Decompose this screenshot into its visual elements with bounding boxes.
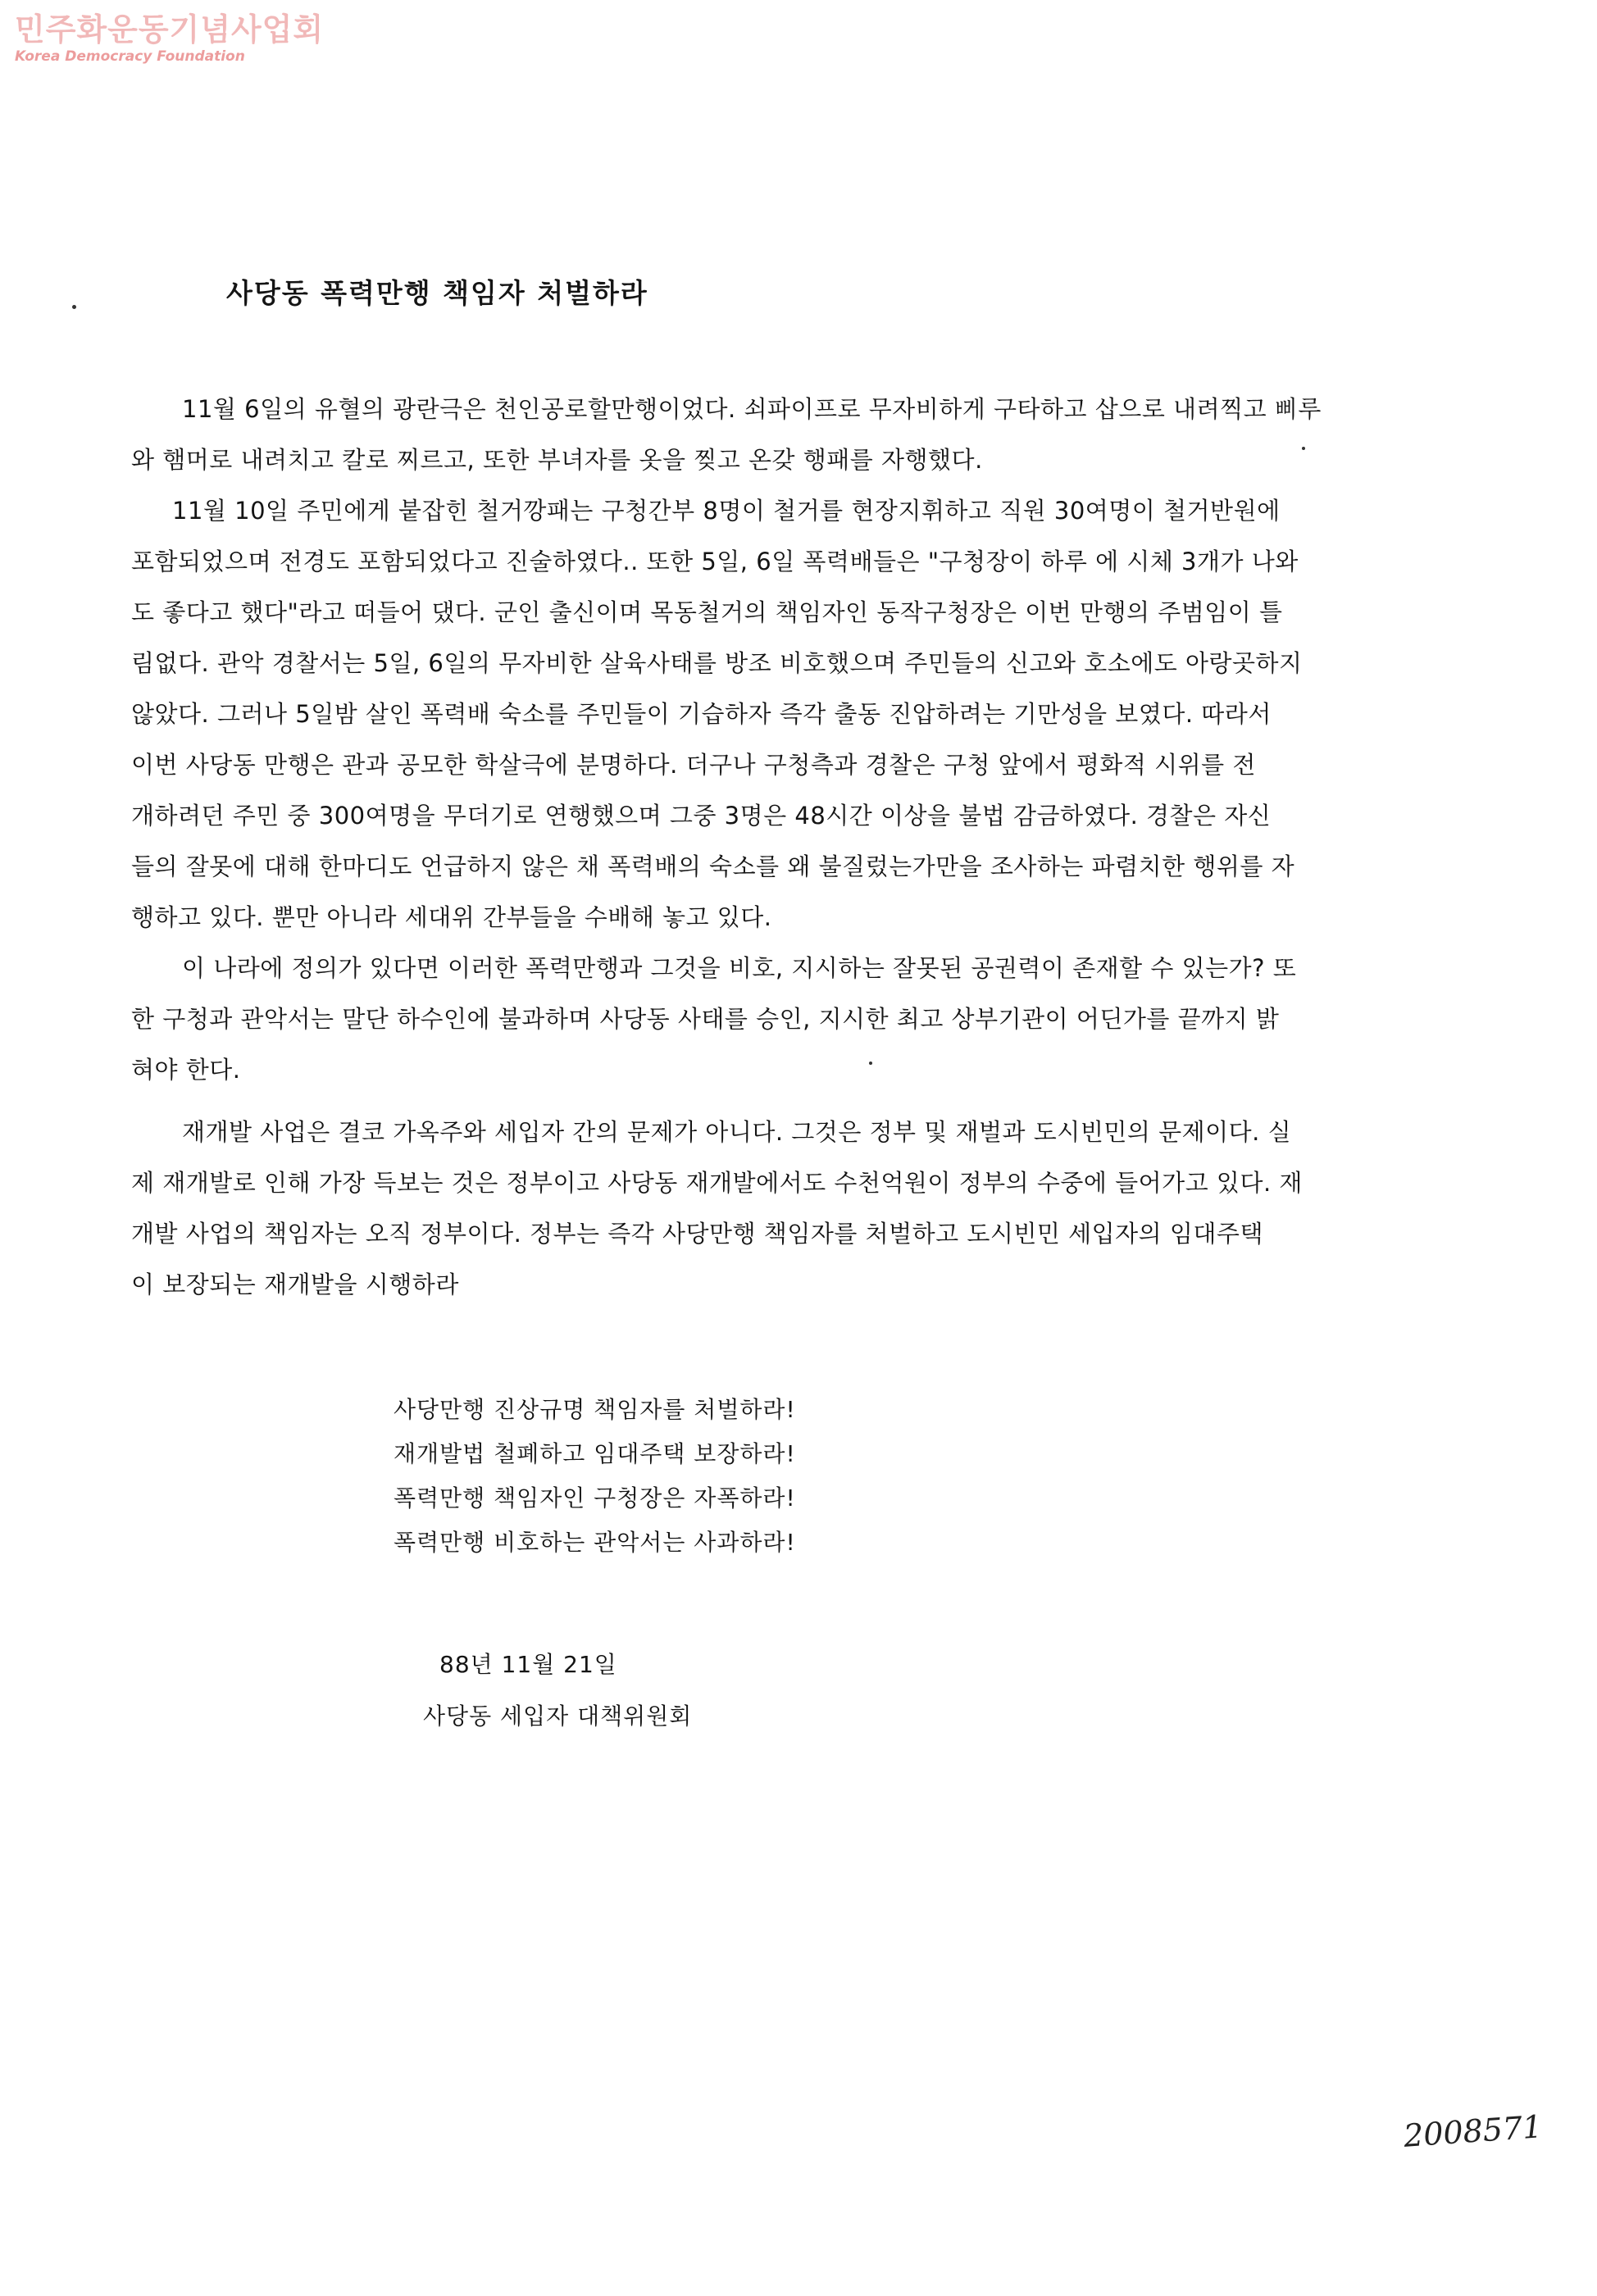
body-line: 개발 사업의 책임자는 오직 정부이다. 정부는 즉각 사당만행 책임자를 처벌하고 도시빈민 세입자의 임대주택 <box>131 1220 1263 1248</box>
body-line: 11월 6일의 유혈의 광란극은 천인공로할만행이었다. 쇠파이프로 무자비하게 구타하고 삽으로 내려찍고 삐루 <box>182 395 1322 423</box>
issuing-organization: 사당동 세입자 대책위원회 <box>423 1703 693 1730</box>
body-line: 개하려던 주민 중 300여명을 무더기로 연행했으며 그중 3명은 48시간 이상을 불법 감금하였다. 경찰은 자신 <box>131 802 1272 830</box>
document-date: 88년 11월 21일 <box>439 1651 617 1678</box>
scan-speck <box>1302 447 1305 450</box>
scan-speck <box>72 305 76 309</box>
body-line: 11월 10일 주민에게 붙잡힌 철거깡패는 구청간부 8명이 철거를 현장지휘하고 직원 30여명이 철거반원에 <box>172 497 1281 525</box>
watermark-english: Korea Democracy Foundation <box>15 48 245 65</box>
slogan: 폭력만행 비호하는 관악서는 사과하라! <box>394 1529 796 1556</box>
slogan: 사당만행 진상규명 책임자를 처벌하라! <box>394 1396 796 1423</box>
body-line: 포함되었으며 전경도 포함되었다고 진술하였다.. 또한 5일, 6일 폭력배들은 "구청장이 하루 에 시체 3개가 나와 <box>131 548 1299 575</box>
body-line: 행하고 있다. 뿐만 아니라 세대위 간부들을 수배해 놓고 있다. <box>131 903 772 931</box>
body-line: 이번 사당동 만행은 관과 공모한 학살극에 분명하다. 더구나 구청측과 경찰은 구청 앞에서 평화적 시위를 전 <box>131 751 1256 779</box>
slogan: 폭력만행 책임자인 구청장은 자폭하라! <box>394 1484 796 1512</box>
handwritten-archive-number: 2008571 <box>1402 2108 1544 2154</box>
body-line: 들의 잘못에 대해 한마디도 언급하지 않은 채 폭력배의 숙소를 왜 불질렀는가만을 조사하는 파렴치한 행위를 자 <box>131 852 1295 880</box>
slogan-list <box>394 1388 796 1565</box>
scan-speck <box>869 1062 872 1065</box>
body-line: 와 햄머로 내려치고 칼로 찌르고, 또한 부녀자를 옷을 찢고 온갖 행패를 자행했다. <box>131 446 983 474</box>
slogan: 재개발법 철폐하고 임대주택 보장하라! <box>394 1440 796 1467</box>
body-line: 이 나라에 정의가 있다면 이러한 폭력만행과 그것을 비호, 지시하는 잘못된 공권력이 존재할 수 있는가? 또 <box>182 954 1297 982</box>
document-body <box>131 384 1443 1310</box>
body-line: 제 재개발로 인해 가장 득보는 것은 정부이고 사당동 재개발에서도 수천억원이 정부의 수중에 들어가고 있다. 재 <box>131 1169 1303 1197</box>
body-line: 이 보장되는 재개발을 시행하라 <box>131 1271 459 1298</box>
body-line: 도 좋다고 했다"라고 떠들어 댔다. 군인 출신이며 목동철거의 책임자인 동작구청장은 이번 만행의 주범임이 틀 <box>131 598 1283 626</box>
body-line: 림없다. 관악 경찰서는 5일, 6일의 무자비한 살육사태를 방조 비호했으며 주민들의 신고와 호소에도 아랑곳하지 <box>131 649 1303 677</box>
watermark-logo <box>15 11 325 66</box>
document-title: 사당동 폭력만행 책임자 처벌하라 <box>226 277 648 309</box>
body-line: 한 구청과 관악서는 말단 하수인에 불과하며 사당동 사태를 승인, 지시한 최고 상부기관이 어딘가를 끝까지 밝 <box>131 1005 1280 1033</box>
body-line: 재개발 사업은 결코 가옥주와 세입자 간의 문제가 아니다. 그것은 정부 및 재벌과 도시빈민의 문제이다. 실 <box>182 1118 1292 1146</box>
watermark-korean: 민주화운동기념사업회 <box>15 11 325 48</box>
body-line: 혀야 한다. <box>131 1056 241 1084</box>
body-line: 않았다. 그러나 5일밤 살인 폭력배 숙소를 주민들이 기습하자 즉각 출동 진압하려는 기만성을 보였다. 따라서 <box>131 700 1272 728</box>
